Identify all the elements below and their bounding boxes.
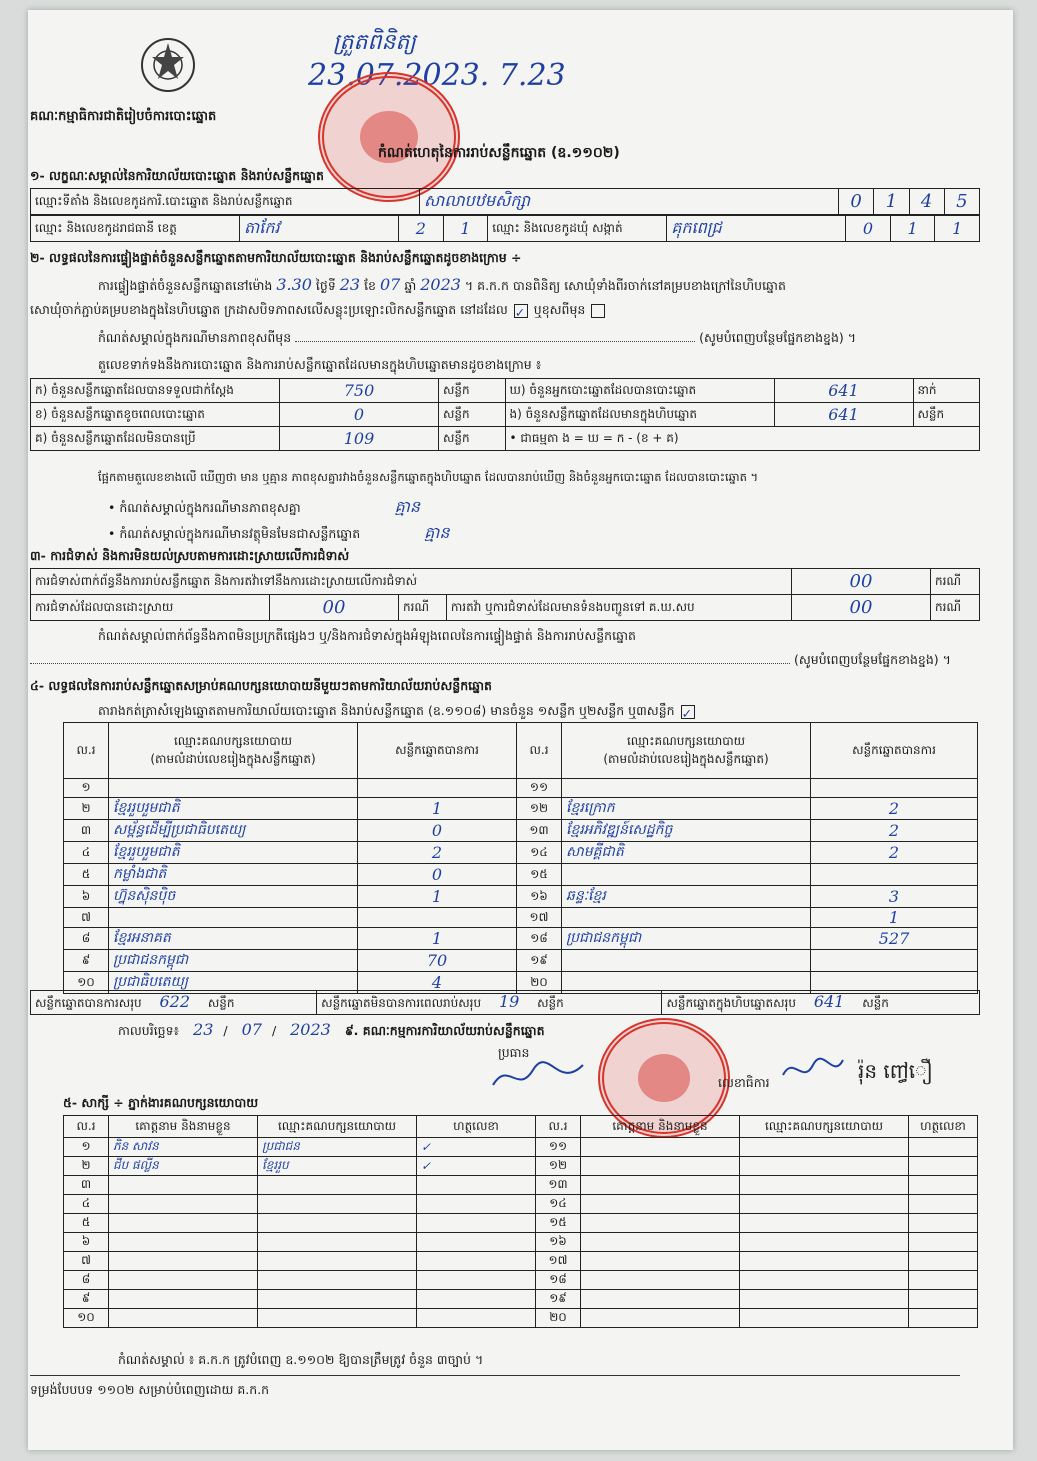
vote-no: ១៨ [517,928,562,950]
witness-signature [909,1214,978,1233]
vote-no: ២ [64,798,109,820]
w-col-sign-right: ហត្ថលេខា [909,1116,978,1138]
witness-party [258,1214,417,1233]
forwarded-value: 00 [792,595,931,621]
witness-party [258,1309,417,1328]
col-party-title-right: ឈ្មោះគណបក្សនយោបាយ [626,733,746,748]
vote-row [64,928,978,950]
vote-count: 527 [811,928,978,950]
col-votes: សន្លឹកឆ្នោតបានការ [358,723,517,779]
vote-no: ១៦ [517,886,562,908]
total-valid-label: សន្លឹកឆ្នោតបានការសរុប [35,996,142,1010]
form-title: កំណត់ហេតុនៃការរាប់សន្លឹកឆ្នោត (ឧ.១១០២) [378,145,620,161]
witness-name [109,1176,258,1195]
count-e-value: 641 [774,403,913,427]
year-label: ឆ្នាំ [404,278,417,293]
section3-note: កំណត់សម្គាល់ពាក់ព័ន្ធនឹងភាពមិនប្រក្រតីផ្សេងៗ ឬ/និងការជំទាស់ក្នុងអំឡុងពេលនៃការផ្ទៀងផ្ទាត់ និងការរាប់សន្លឹកឆ្នោត [98,628,636,643]
vote-party: ប្រជាធិបតេយ្យ [109,972,358,994]
witness-signature [909,1138,978,1157]
section4-intro [98,703,697,722]
section1-table [30,188,980,215]
section1-title: ១- លក្ខណៈសម្គាល់នៃការិយាល័យបោះឆ្នោត និងរាប់សន្លឹកឆ្នោត [30,168,324,183]
witness-signature: ✓ [417,1138,536,1157]
witness-signature [909,1309,978,1328]
witness-name [581,1233,740,1252]
secretary-label: លេខាធិការ [718,1075,770,1090]
witness-no: ៧ [64,1252,109,1271]
section4-title: ៤- លទ្ធផលនៃការរាប់សន្លឹកឆ្នោតសម្រាប់គណបក្សនយោបាយនីមួយៗតាមការិយាល័យរាប់សន្លឹកឆ្នោត [30,678,492,693]
w-col-party: ឈ្មោះគណបក្សនយោបាយ [258,1116,417,1138]
section2-title: ២- លទ្ធផលនៃការផ្ទៀងផ្ទាត់ចំនួនសន្លឹកឆ្នោតតាមការិយាល័យបោះឆ្នោត និងរាប់សន្លឹកឆ្នោតដូចខាងក្រោម ÷ [30,250,522,265]
witness-party [258,1195,417,1214]
secretary-name: រ៉ុន ពៅ្ធឿ [858,1059,933,1083]
witness-no: ២ [64,1157,109,1176]
col-no-right: ល.រ [517,723,562,779]
note-nonballot-label: • កំណត់សម្គាល់ក្នុងករណីមានវត្ថុមិនមែនជាសន្លឹកឆ្នោត [108,526,361,541]
count-a-unit: សន្លឹក [439,379,506,403]
vote-party: កម្លាំងជាតិ [109,864,358,886]
committee-sign: ៩. គណៈកម្មការការិយាល័យរាប់សន្លឹកឆ្នោត [344,1023,545,1038]
objections-table [30,568,980,621]
total-valid [31,991,317,1015]
witness-name [581,1138,740,1157]
witness-name [581,1214,740,1233]
count-e-unit: សន្លឹក [913,403,980,427]
vote-no: ១៥ [517,864,562,886]
verify-label: ការផ្ទៀងផ្ទាត់ចំនួនសន្លឹកឆ្នោតនៅម៉ោង [98,278,273,293]
forwarded-label: ការតវ៉ា ឬការជំទាស់ដែលមានទំនងបញ្ជូនទៅ គ.ឃ.សប [446,595,791,621]
count-c-unit: សន្លឹក [439,427,506,451]
witness-name [109,1252,258,1271]
witness-signature [909,1271,978,1290]
witness-no: ៤ [64,1195,109,1214]
witness-party [740,1138,909,1157]
vote-party [562,779,811,798]
total-box-label: សន្លឹកឆ្នោតក្នុងហិបឆ្នោតសរុប [666,996,796,1010]
vote-count: 2 [811,820,978,842]
compare-line: ផ្អែកតាមតួលេខខាងលើ ឃើញថា មាន ឬគ្មាន ភាពខុសគ្នារវាងចំនួនសន្លឹកឆ្នោតក្នុងហិបឆ្នោត ដែលបានរាប់ឃើញ និងចំនួនអ្នកបោះឆ្នោត ដែលបានបោះឆ្នោត ។ [98,470,759,484]
witness-name [109,1309,258,1328]
witness-party [740,1195,909,1214]
commune-code: 0 [846,216,891,242]
vote-count: 1 [358,928,517,950]
note-diff-value: គ្មាន [394,497,420,516]
commune-code: 1 [935,216,980,242]
witness-signature [417,1290,536,1309]
vote-no: ៧ [64,908,109,928]
vote-party [109,779,358,798]
official-stamp-top [318,72,460,202]
verify-day: 23 [339,275,361,294]
witness-party [258,1271,417,1290]
sheets-checkbox[interactable]: ✓ [681,705,695,719]
count-d-label: ឃ) ចំនួនអ្នកបោះឆ្នោតដែលបានបោះឆ្នោត [505,379,774,403]
vote-count: 0 [358,820,517,842]
witness-party: ខ្មែររួប [258,1157,417,1176]
seal-text: សោឃុំចាក់ភ្ជាប់គម្របខាងក្នុងនៃហិបឆ្នោត ក្រដាសបិទភាពសលើសន្លុះប្រឡោះលិកសន្លឹកឆ្នោត នៅដដែល [30,302,508,317]
vote-row [64,842,978,864]
count-c-label: គ) ចំនួនសន្លឹកឆ្នោតដែលមិនបានប្រើ [31,427,280,451]
vote-no: ១៤ [517,842,562,864]
vote-row [64,798,978,820]
location-label: ឈ្មោះទីតាំង និងលេខកូដការិ.បោះឆ្នោត និងរាប់សន្លឹកឆ្នោត [31,189,420,215]
verify-month: 07 [379,275,401,294]
objections-value: 00 [792,569,931,595]
section3-title: ៣- ការជំទាស់ និងការមិនយល់ស្របតាមការដោះស្រាយលើការជំទាស់ [30,548,350,563]
vote-no: ១៣ [517,820,562,842]
commune-label: ឈ្មោះ និងលេខកូដឃុំ សង្កាត់ [488,216,667,242]
commune-code: 1 [890,216,935,242]
col-party-sub: (តាមលំដាប់លេខរៀងក្នុងសន្លឹកឆ្នោត) [150,751,316,766]
witness-name: ភិន សាវន [109,1138,258,1157]
commune-value: គុកពេជ្រ [667,216,846,242]
changed-checkbox[interactable] [591,304,605,318]
vote-row [64,820,978,842]
col-party-sub-right: (តាមលំដាប់លេខរៀងក្នុងសន្លឹកឆ្នោត) [603,751,769,766]
w-col-name: គោត្តនាម និងនាមខ្លួន [109,1116,258,1138]
same-checkbox[interactable]: ✓ [514,304,528,318]
witness-signature [909,1290,978,1309]
verify-rest: ។ គ.ក.ក បានពិនិត្យ សោឃុំទាំងពីរចាក់នៅគម្របខាងក្រៅនៃហិបឆ្នោត [464,278,786,293]
forwarded-unit: ករណី [931,595,980,621]
code-digit: 5 [944,189,979,215]
witness-no: ១៥ [536,1214,581,1233]
vote-row [64,908,978,928]
handwritten-check: ត្រួតពិនិត្យ [333,30,416,55]
note-nonballot [108,522,450,546]
witness-signature [417,1252,536,1271]
resolved-value: 00 [270,595,399,621]
witness-signature [909,1233,978,1252]
w-col-sign: ហត្ថលេខា [417,1116,536,1138]
counts-table [30,378,980,451]
committee-line: គណៈកម្មាធិការជាតិរៀបចំការបោះឆ្នោត [30,109,217,124]
date-line: កាលបរិច្ឆេទ៖ 23 / 07 / 2023 ៩. គណៈកម្មការការិយាល័យរាប់សន្លឹកឆ្នោត [118,1020,545,1039]
vote-no: ៦ [64,886,109,908]
seal-line [30,302,607,321]
note-diff-label: • កំណត់សម្គាល់ក្នុងករណីមានភាពខុសគ្នា [108,500,301,515]
location-value: សាលាបឋមសិក្សា [420,189,839,215]
vote-no: ១៩ [517,950,562,972]
note-nonballot-value: គ្មាន [424,523,450,542]
vote-party: ឆន្ទៈខ្មែរ [562,886,811,908]
witness-party [740,1271,909,1290]
vote-party: ប្រជាជនកម្ពុជា [562,928,811,950]
witness-signature [909,1157,978,1176]
witness-row [64,1252,978,1271]
witness-no: ១៣ [536,1176,581,1195]
witness-signature [909,1176,978,1195]
date-month: 07 [241,1020,262,1039]
witness-no: ៩ [64,1290,109,1309]
total-valid-value: 622 [159,992,191,1011]
witness-party [740,1157,909,1176]
changed-label: ឬខុសពីមុន [533,302,586,317]
total-invalid-label: សន្លឹកឆ្នោតមិនបានការពេលរាប់សរុប [321,996,482,1010]
vote-count: 70 [358,950,517,972]
w-col-no-right: ល.រ [536,1116,581,1138]
province-label: ឈ្មោះ និងលេខកូដរាជធានី ខេត្ត [31,216,240,242]
vote-no: ៥ [64,864,109,886]
vote-row [64,886,978,908]
province-value: តាកែវ [240,216,399,242]
vote-party [562,864,811,886]
province-code: 1 [443,216,488,242]
totals-table [30,990,980,1015]
count-b-value: 0 [280,403,439,427]
vote-count: 2 [811,842,978,864]
w-col-party-right: ឈ្មោះគណបក្សនយោបាយ [740,1116,909,1138]
section4-intro-text: តារាងកត់ត្រាសំឡេងឆ្នោតតាមការិយាល័យបោះឆ្នោត និងរាប់សន្លឹកឆ្នោត (ឧ.១១០៨) មានចំនួន ១សន្លឹក ឬ២សន្លឹក ឬ៣សន្លឹក [98,703,675,718]
vote-no: ៩ [64,950,109,972]
vote-no: ៤ [64,842,109,864]
vote-no: ៣ [64,820,109,842]
witness-signature [417,1309,536,1328]
note-changed-label: កំណត់សម្គាល់ក្នុងករណីមានភាពខុសពីមុន [98,330,292,345]
note-diff [108,496,420,520]
witness-row [64,1176,978,1195]
witness-no: ៨ [64,1271,109,1290]
verify-line [98,275,786,297]
witness-party [740,1290,909,1309]
vote-party: សាមគ្គីជាតិ [562,842,811,864]
vote-count: 1 [358,886,517,908]
objections-unit: ករណី [931,569,980,595]
count-a-value: 750 [280,379,439,403]
vote-count: 2 [811,798,978,820]
witness-name [109,1271,258,1290]
witness-name [109,1233,258,1252]
witness-row [64,1157,978,1176]
total-valid-unit: សន្លឹក [207,996,235,1010]
vote-party: ខ្មែរអភិវឌ្ឍន៍សេដ្ឋកិច្ច [562,820,811,842]
code-digit: 0 [839,189,874,215]
total-invalid-value: 19 [498,992,520,1011]
vote-row [64,864,978,886]
total-box-unit: សន្លឹក [862,996,889,1010]
witness-party [740,1233,909,1252]
section3-note-line [30,652,951,671]
witness-row [64,1214,978,1233]
objections-label: ការជំទាស់ពាក់ព័ន្ធនឹងការរាប់សន្លឹកឆ្នោត និងការតវ៉ាទៅនឹងការដោះស្រាយលើការជំទាស់ [31,569,792,595]
witness-name [581,1309,740,1328]
resolved-label: ការជំទាស់ដែលបានដោះស្រាយ [31,595,270,621]
count-a-label: ក) ចំនួនសន្លឹកឆ្នោតដែលបានទទួលជាក់ស្តែង [31,379,280,403]
vote-no: ៨ [64,928,109,950]
code-digit: 1 [874,189,909,215]
witness-party [258,1252,417,1271]
witness-signature [909,1195,978,1214]
witness-party [258,1290,417,1309]
witness-row [64,1195,978,1214]
col-party-title: ឈ្មោះគណបក្សនយោបាយ [173,733,293,748]
vote-count: 2 [358,842,517,864]
witness-table [63,1115,978,1328]
president-signature [488,1055,598,1100]
form-paper [28,10,1013,1450]
col-party [109,723,358,779]
vote-party: សម្ព័ន្ធដើម្បីប្រជាធិបតេយ្យ [109,820,358,842]
vote-party [562,950,811,972]
section3-fill-more: (សូមបំពេញបន្ថែមផ្នែកខាងខ្នង) ។ [793,652,951,667]
witness-signature [417,1233,536,1252]
vote-no: ១៧ [517,908,562,928]
witness-signature [417,1176,536,1195]
vote-row [64,950,978,972]
list-intro: តួលេខទាក់ទងនឹងការបោះឆ្នោត និងការរាប់សន្លឹកឆ្នោតដែលមានក្នុងហិបឆ្នោតមានដូចខាងក្រោម ៖ [98,357,542,372]
witness-signature [909,1252,978,1271]
footer-divider [30,1375,960,1376]
witness-no: ១១ [536,1138,581,1157]
witness-party: ប្រជាជន [258,1138,417,1157]
vote-party: ខ្មែរអនាគត [109,928,358,950]
col-no: ល.រ [64,723,109,779]
witness-no: ១៩ [536,1290,581,1309]
day-label: ថ្ងៃទី [315,278,336,293]
province-code: 2 [399,216,444,242]
vote-party: ហ្វ៊ុនស៊ិនប៉ិច [109,886,358,908]
count-e-label: ង) ចំនួនសន្លឹកឆ្នោតដែលមានក្នុងហិបឆ្នោត [505,403,774,427]
date-day: 23 [193,1020,214,1039]
witness-row [64,1138,978,1157]
count-b-unit: សន្លឹក [439,403,506,427]
formula-note: • ជាធម្មតា ង = ឃ = ក - (ខ + គ) [505,427,980,451]
emblem-logo [138,35,198,97]
vote-count [811,864,978,886]
votes-table [63,722,978,994]
vote-party: ប្រជាជនកម្ពុជា [109,950,358,972]
w-col-no: ល.រ [64,1116,109,1138]
witness-no: ១០ [64,1309,109,1328]
witness-no: ៦ [64,1233,109,1252]
form-footer: ទម្រង់បែបបទ ១១០២ សម្រាប់បំពេញដោយ គ.ក.ក [30,1382,270,1397]
witness-name [581,1157,740,1176]
verify-year: 2023 [420,275,461,294]
witness-row [64,1290,978,1309]
witness-no: ១៨ [536,1271,581,1290]
vote-party [562,908,811,928]
section1-table-row2 [30,215,980,242]
total-invalid [317,991,662,1015]
count-d-value: 641 [774,379,913,403]
witness-no: ១៧ [536,1252,581,1271]
witness-party [258,1233,417,1252]
total-box-value: 641 [813,992,845,1011]
fill-more: (សូមបំពេញបន្ថែមផ្នែកខាងខ្នង) ។ [699,330,857,345]
resolved-unit: ករណី [399,595,447,621]
count-c-value: 109 [280,427,439,451]
witness-name [581,1290,740,1309]
month-label: ខែ [364,278,376,293]
vote-count: 1 [811,908,978,928]
verify-time: 3.30 [276,275,312,294]
vote-count [811,779,978,798]
witness-no: ១៤ [536,1195,581,1214]
witness-party [740,1309,909,1328]
vote-no: ១២ [517,798,562,820]
vote-count [358,779,517,798]
total-invalid-unit: សន្លឹក [537,996,564,1010]
witness-no: ១ [64,1138,109,1157]
witness-name [581,1176,740,1195]
vote-count: 3 [811,886,978,908]
witness-name [109,1195,258,1214]
witness-no: ១៦ [536,1233,581,1252]
witness-signature: ✓ [417,1157,536,1176]
vote-row [64,779,978,798]
vote-count: 4 [358,972,517,994]
witness-row [64,1271,978,1290]
witness-name [109,1290,258,1309]
handwritten-datetime: 23.07.2023. 7.23 [308,58,566,93]
date-year: 2023 [290,1020,331,1039]
witness-party [740,1252,909,1271]
section5-title: ៥- សាក្សី ÷ ភ្នាក់ងារគណបក្សនយោបាយ [63,1095,259,1110]
witness-name [581,1195,740,1214]
section5-note: កំណត់សម្គាល់ ៖ គ.ក.ក ត្រូវបំពេញ ឧ.១១០២ ឱ្យបានត្រឹមត្រូវ ចំនួន ៣ច្បាប់ ។ [118,1352,484,1367]
witness-row [64,1233,978,1252]
vote-no: ១០ [64,972,109,994]
vote-count: 1 [358,798,517,820]
col-votes-right: សន្លឹកឆ្នោតបានការ [811,723,978,779]
count-d-unit: នាក់ [913,379,980,403]
col-party-right [562,723,811,779]
witness-name [581,1271,740,1290]
vote-count [811,950,978,972]
witness-name: ជីប ផល្លីន [109,1157,258,1176]
total-box [662,991,980,1015]
secretary-signature [778,1050,848,1090]
vote-party: ខ្មែររួបរួមជាតិ [109,842,358,864]
code-digit: 4 [909,189,944,215]
date-label: កាលបរិច្ឆេទ៖ [118,1023,180,1038]
vote-party: ខ្មែររួបរួមជាតិ [109,798,358,820]
witness-signature [417,1214,536,1233]
witness-no: ៣ [64,1176,109,1195]
vote-no: ២០ [517,972,562,994]
vote-party [109,908,358,928]
witness-no: ៥ [64,1214,109,1233]
vote-count: 0 [358,864,517,886]
w-col-name-right: គោត្តនាម និងនាមខ្លួន [581,1116,740,1138]
witness-name [581,1252,740,1271]
vote-no: ១១ [517,779,562,798]
witness-no: ២០ [536,1309,581,1328]
witness-party [258,1176,417,1195]
witness-name [109,1214,258,1233]
witness-no: ១២ [536,1157,581,1176]
vote-count [358,908,517,928]
witness-party [740,1214,909,1233]
witness-signature [417,1195,536,1214]
witness-row [64,1309,978,1328]
note-changed [98,330,856,349]
president-label: ប្រធាន [498,1045,530,1060]
witness-party [740,1176,909,1195]
vote-party: ខ្មែរក្រោក [562,798,811,820]
count-b-label: ខ) ចំនួនសន្លឹកឆ្នោតខូចពេលបោះឆ្នោត [31,403,280,427]
witness-signature [417,1271,536,1290]
vote-no: ១ [64,779,109,798]
